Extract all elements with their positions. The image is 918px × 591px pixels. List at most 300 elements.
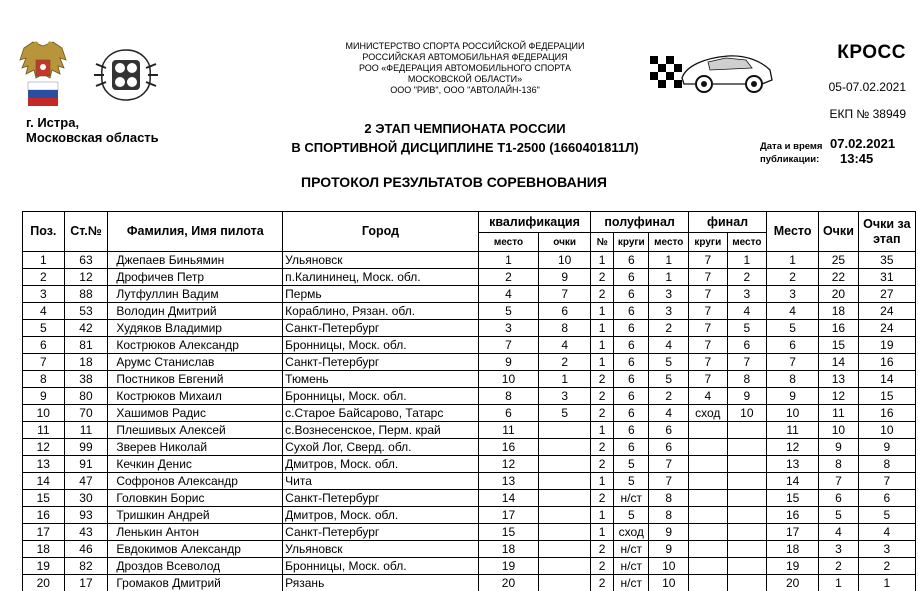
semi-number-cell: 2	[591, 286, 614, 303]
place-cell: 20	[767, 575, 819, 591]
number-cell: 42	[64, 320, 108, 337]
table-row	[23, 507, 916, 524]
number-cell: 82	[64, 558, 108, 575]
semi-place-cell: 5	[649, 354, 689, 371]
final-laps-cell: 7	[689, 337, 728, 354]
semi-place-cell: 9	[649, 541, 689, 558]
header-final: финал	[689, 212, 767, 233]
final-place-cell	[727, 541, 767, 558]
stage-points-cell: 2	[858, 558, 915, 575]
organizer-line: РОССИЙСКАЯ АВТОМОБИЛЬНАЯ ФЕДЕРАЦИЯ	[362, 52, 568, 62]
points-cell: 16	[819, 320, 859, 337]
publication-label-line: Дата и время	[760, 141, 823, 152]
publication-time: 13:45	[840, 151, 874, 166]
semi-laps-cell: 6	[614, 269, 649, 286]
place-cell: 15	[767, 490, 819, 507]
semi-laps-cell: 6	[614, 439, 649, 456]
qual-place-cell: 4	[478, 286, 538, 303]
stage-points-cell: 24	[858, 320, 915, 337]
points-cell: 1	[819, 575, 859, 591]
number-cell: 18	[64, 354, 108, 371]
place-cell: 18	[767, 541, 819, 558]
semi-number-cell: 1	[591, 524, 614, 541]
pilot-name-cell: Плешивых Алексей	[108, 422, 283, 439]
pos-cell: 3	[23, 286, 65, 303]
qual-points-cell	[539, 541, 591, 558]
qual-points-cell: 8	[539, 320, 591, 337]
qual-points-cell: 3	[539, 388, 591, 405]
event-location-city: г. Истра,	[26, 115, 80, 130]
semi-laps-cell: 5	[614, 456, 649, 473]
event-location-region: Московская область	[26, 130, 159, 145]
stage-points-cell: 3	[858, 541, 915, 558]
semi-place-cell: 6	[649, 422, 689, 439]
table-row	[23, 524, 916, 541]
city-cell: Пермь	[283, 286, 479, 303]
pos-cell: 17	[23, 524, 65, 541]
pilot-name-cell: Зверев Николай	[108, 439, 283, 456]
place-cell: 12	[767, 439, 819, 456]
semi-place-cell: 7	[649, 473, 689, 490]
points-cell: 22	[819, 269, 859, 286]
pos-cell: 9	[23, 388, 65, 405]
semi-number-cell: 1	[591, 252, 614, 269]
city-cell: Бронницы, Моск. обл.	[283, 337, 479, 354]
points-cell: 3	[819, 541, 859, 558]
stage-title	[250, 119, 680, 157]
final-laps-cell: 7	[689, 286, 728, 303]
stage-points-cell: 19	[858, 337, 915, 354]
final-place-cell	[727, 473, 767, 490]
subheader-semi-laps: круги	[614, 233, 649, 252]
qual-place-cell: 3	[478, 320, 538, 337]
final-place-cell: 5	[727, 320, 767, 337]
place-cell: 14	[767, 473, 819, 490]
semi-place-cell: 5	[649, 371, 689, 388]
table-row	[23, 473, 916, 490]
qual-points-cell	[539, 439, 591, 456]
ekp-number: ЕКП № 38949	[829, 107, 906, 121]
pilot-name-cell: Дроздов Всеволод	[108, 558, 283, 575]
place-cell: 13	[767, 456, 819, 473]
city-cell: Рязань	[283, 575, 479, 591]
qual-points-cell: 6	[539, 303, 591, 320]
final-place-cell: 10	[727, 405, 767, 422]
table-row	[23, 337, 916, 354]
pilot-name-cell: Евдокимов Александр	[108, 541, 283, 558]
pilot-name-cell: Хашимов Радис	[108, 405, 283, 422]
pilot-name-cell: Постников Евгений	[108, 371, 283, 388]
semi-laps-cell: 6	[614, 371, 649, 388]
place-cell: 5	[767, 320, 819, 337]
semi-laps-cell: 6	[614, 252, 649, 269]
raf-logo-icon	[92, 44, 160, 106]
points-cell: 20	[819, 286, 859, 303]
header-pos: Поз.	[23, 212, 65, 252]
final-laps-cell	[689, 490, 728, 507]
stage-points-cell: 15	[858, 388, 915, 405]
city-cell: Санкт-Петербург	[283, 524, 479, 541]
final-laps-cell: 7	[689, 269, 728, 286]
pilot-name-cell: Громаков Дмитрий	[108, 575, 283, 591]
place-cell: 4	[767, 303, 819, 320]
pos-cell: 7	[23, 354, 65, 371]
semi-place-cell: 9	[649, 524, 689, 541]
stage-points-cell: 14	[858, 371, 915, 388]
event-dates: 05-07.02.2021	[828, 80, 906, 94]
stage-points-cell: 16	[858, 354, 915, 371]
qual-place-cell: 6	[478, 405, 538, 422]
final-place-cell	[727, 439, 767, 456]
final-laps-cell: 7	[689, 371, 728, 388]
stage-points-cell: 6	[858, 490, 915, 507]
protocol-title: ПРОТОКОЛ РЕЗУЛЬТАТОВ СОРЕВНОВАНИЯ	[301, 174, 607, 190]
number-cell: 47	[64, 473, 108, 490]
points-cell: 2	[819, 558, 859, 575]
russian-coat-of-arms-icon	[18, 38, 68, 108]
points-cell: 6	[819, 490, 859, 507]
number-cell: 80	[64, 388, 108, 405]
final-laps-cell	[689, 473, 728, 490]
pos-cell: 14	[23, 473, 65, 490]
semi-number-cell: 2	[591, 269, 614, 286]
semi-laps-cell: 6	[614, 405, 649, 422]
pos-cell: 10	[23, 405, 65, 422]
qual-place-cell: 15	[478, 524, 538, 541]
stage-points-cell: 4	[858, 524, 915, 541]
semi-place-cell: 6	[649, 439, 689, 456]
number-cell: 88	[64, 286, 108, 303]
qual-place-cell: 2	[478, 269, 538, 286]
pilot-name-cell: Ленькин Антон	[108, 524, 283, 541]
number-cell: 99	[64, 439, 108, 456]
final-laps-cell	[689, 456, 728, 473]
final-place-cell: 4	[727, 303, 767, 320]
table-row	[23, 303, 916, 320]
table-row	[23, 575, 916, 591]
pos-cell: 20	[23, 575, 65, 591]
number-cell: 70	[64, 405, 108, 422]
number-cell: 30	[64, 490, 108, 507]
semi-place-cell: 10	[649, 558, 689, 575]
semi-laps-cell: 5	[614, 473, 649, 490]
subheader-qual-place: место	[478, 233, 538, 252]
table-row	[23, 422, 916, 439]
semi-place-cell: 1	[649, 252, 689, 269]
pos-cell: 13	[23, 456, 65, 473]
number-cell: 11	[64, 422, 108, 439]
city-cell: Ульяновск	[283, 252, 479, 269]
final-laps-cell	[689, 575, 728, 591]
number-cell: 81	[64, 337, 108, 354]
points-cell: 25	[819, 252, 859, 269]
place-cell: 10	[767, 405, 819, 422]
place-cell: 11	[767, 422, 819, 439]
semi-number-cell: 1	[591, 320, 614, 337]
semi-place-cell: 8	[649, 507, 689, 524]
header-qualification: квалификация	[478, 212, 590, 233]
stage-points-cell: 16	[858, 405, 915, 422]
place-cell: 9	[767, 388, 819, 405]
stage-points-cell: 27	[858, 286, 915, 303]
semi-laps-cell: 6	[614, 320, 649, 337]
header-semifinal: полуфинал	[591, 212, 689, 233]
city-cell: Бронницы, Моск. обл.	[283, 558, 479, 575]
number-cell: 63	[64, 252, 108, 269]
points-cell: 5	[819, 507, 859, 524]
city-cell: Санкт-Петербург	[283, 490, 479, 507]
place-cell: 16	[767, 507, 819, 524]
stage-points-cell: 35	[858, 252, 915, 269]
semi-laps-cell: сход	[614, 524, 649, 541]
final-place-cell: 9	[727, 388, 767, 405]
semi-place-cell: 4	[649, 405, 689, 422]
qual-points-cell: 9	[539, 269, 591, 286]
qual-place-cell: 1	[478, 252, 538, 269]
final-place-cell: 7	[727, 354, 767, 371]
header-name: Фамилия, Имя пилота	[108, 212, 283, 252]
header-place: Место	[767, 212, 819, 252]
pos-cell: 19	[23, 558, 65, 575]
points-cell: 7	[819, 473, 859, 490]
final-laps-cell	[689, 524, 728, 541]
final-laps-cell: 7	[689, 320, 728, 337]
header-stage-points-line: Очки за	[863, 216, 911, 231]
header-stage-points-line: этап	[873, 231, 901, 246]
pilot-name-cell: Арумс Станислав	[108, 354, 283, 371]
stage-points-cell: 1	[858, 575, 915, 591]
city-cell: с.Вознесенское, Перм. край	[283, 422, 479, 439]
results-body	[23, 252, 916, 591]
header-points: Очки	[819, 212, 859, 252]
final-laps-cell	[689, 507, 728, 524]
organizer-line: МОСКОВСКОЙ ОБЛАСТИ»	[407, 74, 523, 84]
pilot-name-cell: Джепаев Биньямин	[108, 252, 283, 269]
qual-place-cell: 10	[478, 371, 538, 388]
qual-points-cell: 7	[539, 286, 591, 303]
subheader-final-place: место	[727, 233, 767, 252]
city-cell: Кораблино, Рязан. обл.	[283, 303, 479, 320]
pilot-name-cell: Дрофичев Петр	[108, 269, 283, 286]
number-cell: 12	[64, 269, 108, 286]
pilot-name-cell: Худяков Владимир	[108, 320, 283, 337]
qual-place-cell: 20	[478, 575, 538, 591]
pos-cell: 18	[23, 541, 65, 558]
table-row	[23, 286, 916, 303]
qual-place-cell: 14	[478, 490, 538, 507]
results-table	[22, 211, 916, 591]
place-cell: 8	[767, 371, 819, 388]
city-cell: Ульяновск	[283, 541, 479, 558]
number-cell: 53	[64, 303, 108, 320]
points-cell: 13	[819, 371, 859, 388]
stage-points-cell: 31	[858, 269, 915, 286]
number-cell: 91	[64, 456, 108, 473]
final-place-cell: 2	[727, 269, 767, 286]
semi-number-cell: 1	[591, 422, 614, 439]
qual-place-cell: 13	[478, 473, 538, 490]
semi-number-cell: 1	[591, 507, 614, 524]
stage-points-cell: 8	[858, 456, 915, 473]
organizer-line: ООО "РИВ", ООО "АВТОЛАЙН-136"	[390, 85, 540, 95]
city-cell: Тюмень	[283, 371, 479, 388]
stage-points-cell: 5	[858, 507, 915, 524]
semi-number-cell: 1	[591, 473, 614, 490]
place-cell: 1	[767, 252, 819, 269]
city-cell: Санкт-Петербург	[283, 320, 479, 337]
final-laps-cell	[689, 422, 728, 439]
qual-place-cell: 18	[478, 541, 538, 558]
event-location	[26, 115, 159, 145]
number-cell: 17	[64, 575, 108, 591]
city-cell: с.Старое Байсарово, Татарс	[283, 405, 479, 422]
table-row	[23, 252, 916, 269]
pos-cell: 12	[23, 439, 65, 456]
discipline-title: КРОСС	[837, 42, 906, 63]
semi-laps-cell: н/ст	[614, 490, 649, 507]
semi-number-cell: 1	[591, 303, 614, 320]
semi-place-cell: 8	[649, 490, 689, 507]
stage-points-cell: 10	[858, 422, 915, 439]
final-place-cell	[727, 524, 767, 541]
table-row	[23, 405, 916, 422]
stage-points-cell: 9	[858, 439, 915, 456]
semi-laps-cell: 6	[614, 388, 649, 405]
pilot-name-cell: Кострюков Михаил	[108, 388, 283, 405]
semi-number-cell: 2	[591, 388, 614, 405]
points-cell: 10	[819, 422, 859, 439]
qual-points-cell	[539, 575, 591, 591]
city-cell: Дмитров, Моск. обл.	[283, 507, 479, 524]
semi-place-cell: 10	[649, 575, 689, 591]
qual-points-cell	[539, 422, 591, 439]
final-place-cell: 3	[727, 286, 767, 303]
pos-cell: 4	[23, 303, 65, 320]
semi-number-cell: 2	[591, 456, 614, 473]
publication-label-line: публикации:	[760, 154, 820, 165]
qual-points-cell	[539, 507, 591, 524]
semi-laps-cell: 6	[614, 337, 649, 354]
qual-place-cell: 12	[478, 456, 538, 473]
final-place-cell	[727, 575, 767, 591]
semi-number-cell: 1	[591, 337, 614, 354]
header-number: Ст.№	[64, 212, 108, 252]
city-cell: Дмитров, Моск. обл.	[283, 456, 479, 473]
semi-number-cell: 2	[591, 439, 614, 456]
city-cell: п.Калининец, Моск. обл.	[283, 269, 479, 286]
qual-place-cell: 11	[478, 422, 538, 439]
organizers-block	[300, 41, 630, 96]
header-city: Город	[283, 212, 479, 252]
semi-laps-cell: 6	[614, 422, 649, 439]
semi-number-cell: 2	[591, 541, 614, 558]
final-laps-cell: 4	[689, 388, 728, 405]
semi-laps-cell: н/ст	[614, 558, 649, 575]
qual-points-cell	[539, 456, 591, 473]
semi-number-cell: 2	[591, 575, 614, 591]
pos-cell: 1	[23, 252, 65, 269]
points-cell: 11	[819, 405, 859, 422]
final-place-cell	[727, 456, 767, 473]
final-place-cell: 6	[727, 337, 767, 354]
semi-place-cell: 3	[649, 303, 689, 320]
qual-place-cell: 17	[478, 507, 538, 524]
semi-laps-cell: н/ст	[614, 541, 649, 558]
semi-number-cell: 2	[591, 558, 614, 575]
final-laps-cell: 7	[689, 252, 728, 269]
final-place-cell	[727, 490, 767, 507]
city-cell: Чита	[283, 473, 479, 490]
semi-place-cell: 4	[649, 337, 689, 354]
publication-date: 07.02.2021	[830, 136, 896, 151]
qual-place-cell: 5	[478, 303, 538, 320]
points-cell: 9	[819, 439, 859, 456]
table-row	[23, 490, 916, 507]
stage-title-line: В СПОРТИВНОЙ ДИСЦИПЛИНЕ Т1-2500 (1660401811Л)	[291, 140, 639, 155]
pilot-name-cell: Головкин Борис	[108, 490, 283, 507]
pilot-name-cell: Софронов Александр	[108, 473, 283, 490]
points-cell: 4	[819, 524, 859, 541]
final-place-cell: 8	[727, 371, 767, 388]
final-laps-cell: 7	[689, 354, 728, 371]
number-cell: 46	[64, 541, 108, 558]
semi-laps-cell: 6	[614, 354, 649, 371]
pilot-name-cell: Кострюков Александр	[108, 337, 283, 354]
points-cell: 8	[819, 456, 859, 473]
final-laps-cell: сход	[689, 405, 728, 422]
number-cell: 93	[64, 507, 108, 524]
semi-place-cell: 1	[649, 269, 689, 286]
semi-place-cell: 3	[649, 286, 689, 303]
number-cell: 38	[64, 371, 108, 388]
final-laps-cell: 7	[689, 303, 728, 320]
place-cell: 17	[767, 524, 819, 541]
semi-place-cell: 2	[649, 388, 689, 405]
pilot-name-cell: Кечкин Денис	[108, 456, 283, 473]
city-cell: Сухой Лог, Сверд. обл.	[283, 439, 479, 456]
table-row	[23, 354, 916, 371]
semi-number-cell: 2	[591, 490, 614, 507]
subheader-semi-place: место	[649, 233, 689, 252]
organizer-line: РОО «ФЕДЕРАЦИЯ АВТОМОБИЛЬНОГО СПОРТА	[358, 63, 572, 73]
table-row	[23, 388, 916, 405]
semi-number-cell: 2	[591, 371, 614, 388]
pos-cell: 8	[23, 371, 65, 388]
points-cell: 18	[819, 303, 859, 320]
pos-cell: 2	[23, 269, 65, 286]
organizer-line: МИНИСТЕРСТВО СПОРТА РОССИЙСКОЙ ФЕДЕРАЦИИ	[345, 41, 585, 51]
city-cell: Бронницы, Моск. обл.	[283, 388, 479, 405]
semi-laps-cell: 5	[614, 507, 649, 524]
qual-points-cell	[539, 473, 591, 490]
number-cell: 43	[64, 524, 108, 541]
stage-points-cell: 7	[858, 473, 915, 490]
pos-cell: 15	[23, 490, 65, 507]
place-cell: 7	[767, 354, 819, 371]
semi-laps-cell: 6	[614, 286, 649, 303]
qual-points-cell: 10	[539, 252, 591, 269]
qual-place-cell: 19	[478, 558, 538, 575]
pos-cell: 11	[23, 422, 65, 439]
qual-points-cell	[539, 524, 591, 541]
qual-place-cell: 7	[478, 337, 538, 354]
qual-points-cell	[539, 558, 591, 575]
points-cell: 15	[819, 337, 859, 354]
final-place-cell	[727, 422, 767, 439]
pos-cell: 16	[23, 507, 65, 524]
pilot-name-cell: Лутфуллин Вадим	[108, 286, 283, 303]
table-row	[23, 269, 916, 286]
